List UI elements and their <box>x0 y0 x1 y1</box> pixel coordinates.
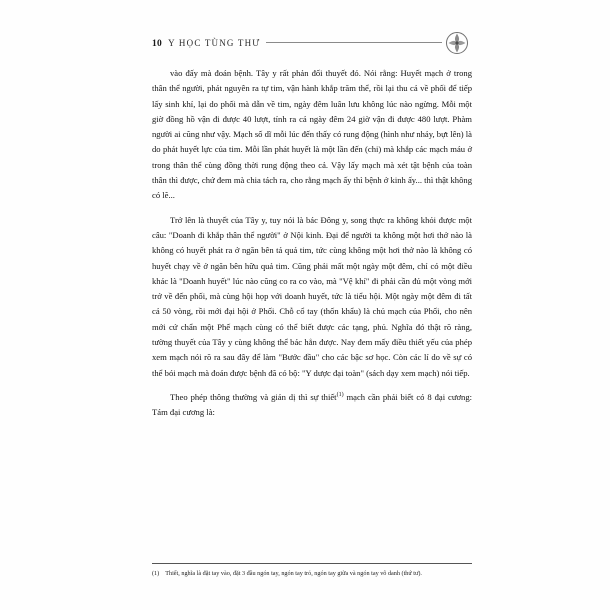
paragraph <box>152 390 472 421</box>
paragraph: Trở lên là thuyết của Tây y, tuy nói là bác Đông y, song thực ra không khỏi được một câu: "Doanh đi khắp thân thể người" ở Nội kinh. Đại để người ta không một hơi thở nào là không có huyết phát ra ở ngăn bên tả quả tim, tức cùng không một hơi thở nào là không có huyết chạy về ở ngăn bên hữu quả tim. Cũng phải mất một ngày một đêm, chỉ có một điều khác là "Doanh huyết" lúc nào cũng co ra co vào, mà "Vệ khí" đi phải cần đủ một vòng mới trở về đến phối, mà cùng hội họp với doanh huyết, tức là tiểu hội. Một ngày một đêm đi tất cả 50 vòng, rồi mới đại hội ở Phối. Chỗ cổ tay (thốn khẩu) là chủ mạch của Phối, cho nên mới cứ chẩn một Phế mạch cùng có thể biết được các tạng, phủ. Nghĩa đó thật rõ ràng, tường thuyết của Tây y cùng không thể bác hẳn được. Nay đem mấy điều thiết yếu của phép xem mạch nói rõ ra sau đây để làm "Bước đầu" cho các bậc sơ học. Còn các lí do về sự có thể bói mạch mà đoán được bệnh đã có bộ: "Y dược đại toàn" (sách dạy xem mạch) nói tiếp. <box>152 214 472 378</box>
footnote-marker: (1) <box>152 570 160 577</box>
floral-diamond-ornament-icon <box>442 28 472 58</box>
header-left-group <box>152 38 266 49</box>
page-body <box>152 66 472 421</box>
page-header <box>152 28 472 58</box>
paragraph: vào đấy mà đoán bệnh. Tây y rất phản đối thuyết đó. Nói rằng: Huyết mạch ở trong thân thể người, phát nguyên ra tự tim, vận hành khắp trăm thể, rồi lại thu cả về phối để tiếp lấy sinh khí, lại do phối mà dẫn về tim, ngày đêm luân lưu không lúc nào ngừng. Mỗi một giờ đồng hồ vận đi được 40 lượt, tính ra cả ngày đêm 24 giờ vận đi được 480 lượt. Phàm người ai cũng như vậy. Mạch số dĩ mỗi lúc đến thấy có rung động (hình như nhảy, bựt lên) là do phát huyết lực của tim. Mỗi lần phát huyết là một lần đến (chi) mà khắp các mạch máu ở trong thân thể cùng đồng thời rung động theo cả. Vậy lấy mạch mà xét tật bệnh của toàn thân thì được, chứ đem mà chia tách ra, cho rằng mạch ấy thì bệnh ở kinh ấy... thì thật không có lẽ... <box>152 68 472 201</box>
footnote-reference: (1) <box>336 392 344 399</box>
book-title: Y HỌC TÙNG THƯ <box>168 37 261 48</box>
paragraph-text-part: mạch cần phải biết có 8 đại cương: Tám đại cương là: <box>152 391 472 418</box>
footnote <box>152 569 472 578</box>
page-content-area <box>152 28 472 588</box>
footnote-zone <box>152 563 472 578</box>
footnote-text: Thiết, nghĩa là đặt tay vào, đặt 3 đầu ngón tay, ngón tay trỏ, ngón tay giữa và ngón tay vô danh (thứ tư). <box>165 570 422 577</box>
footnote-divider-rule <box>152 563 472 564</box>
paragraph-text-part: Theo phép thông thường và giản dị thì sự thiết <box>170 391 337 402</box>
page-number: 10 <box>152 38 163 49</box>
